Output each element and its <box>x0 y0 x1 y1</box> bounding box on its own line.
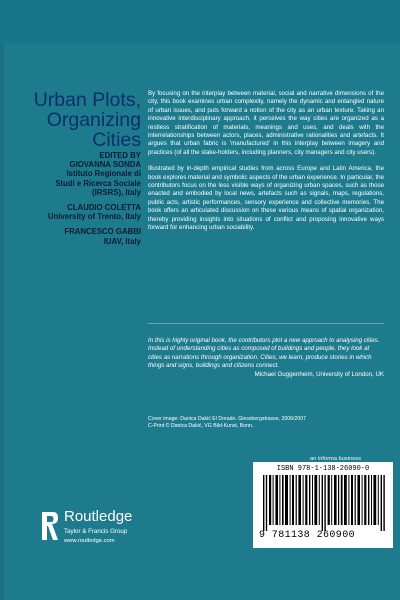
editor-2-name: CLAUDIO COLETTA <box>67 203 141 213</box>
cover-credit-line-2: C-Print © Danica Dakić, VG Bild-Kunst, Bonn. <box>148 423 254 430</box>
spine-edge <box>0 0 4 600</box>
book-title <box>11 90 141 150</box>
review-quote <box>148 337 384 379</box>
cover-credit <box>148 416 384 430</box>
blurb <box>148 90 384 241</box>
editor-2-affiliation: University of Trento, Italy <box>47 212 141 222</box>
edited-by-label: EDITED BY <box>99 151 141 160</box>
editor-1-affiliation-2: Studi e Ricerca Sociale <box>55 178 141 188</box>
editor-3-affiliation: IUAV, Italy <box>103 236 141 246</box>
divider <box>148 323 384 324</box>
editor-3-name: FRANCESCO GABBI <box>64 227 141 237</box>
publisher-group: Taylor & Francis Group <box>64 528 128 535</box>
top-band <box>0 0 400 44</box>
barcode-digits: 9 781138 260900 <box>259 530 356 541</box>
editor-1-name: GIOVANNA SONDA <box>69 160 141 170</box>
title-line-1: Urban Plots, <box>33 89 141 111</box>
publisher-name: Routledge <box>64 508 133 525</box>
routledge-logo-icon <box>40 510 60 542</box>
editor-1-affiliation-1: Istituto Regionale di <box>66 169 141 179</box>
informa-label: an informa business <box>310 456 362 462</box>
quote-text: In this is highly original book, the contributors plot a new approach to analysing cities. Instead of understanding cities as composed of buildings and people, they look at cities as narrations through organization. Cities, we learn, produce stories in which things and signs, buildings and citizens connect. <box>148 337 380 370</box>
title-line-3: Cities <box>92 129 141 151</box>
editors-block <box>1 151 141 246</box>
barcode-box <box>253 462 393 548</box>
editor-1-affiliation-3: (IRSRS), Italy <box>92 187 141 197</box>
blurb-paragraph-1: By focusing on the interplay between material, social and narrative dimensions of the city, this book examines urban complexity, namely the dynamic and entangled nature of urban issues, and puts forward a notion of the city as an urban texture. Taking an innovative interdisciplinary approach, it perceives the way cities are organized as a restless stratification of materials, meanings and uses, and deals with the interrelationships between actors, places, administrative rationalities and artefacts. It argues that urban fabric is 'manufactured' in this interplay between imagery and practices (of all the stake-holders, including planners, city managers and city users). <box>148 90 384 156</box>
publisher-logo <box>40 508 190 558</box>
barcode-icon <box>263 475 387 531</box>
quote-author: Michael Guggenheim, University of London, UK <box>254 370 384 378</box>
title-line-2: Organizing <box>46 109 141 131</box>
cover-credit-line-1: Cover image: Danica Dakić El Dorado. Giessbergstrasse, 2006/2007 <box>148 416 307 422</box>
publisher-url: www.routledge.com <box>64 538 115 544</box>
isbn-text: ISBN 978-1-138-26090-0 <box>276 465 370 473</box>
blurb-paragraph-2: Illustrated by in-depth empirical studies from across Europe and Latin America, the book explores material and symbolic aspects of the urban experience. In particular, the contributors focus on the less visible ways of organizing urban spaces, such as those enacted and embodied by local news, artefacts such as signals, maps, regulations, public acts, artistic performances, sensory experience and collective memories. The book offers an articulated discussion on these various means of spatial organization, thereby providing insights into situations of conflict and proposing innovative ways forward for enhancing urban sociability. <box>148 165 384 232</box>
